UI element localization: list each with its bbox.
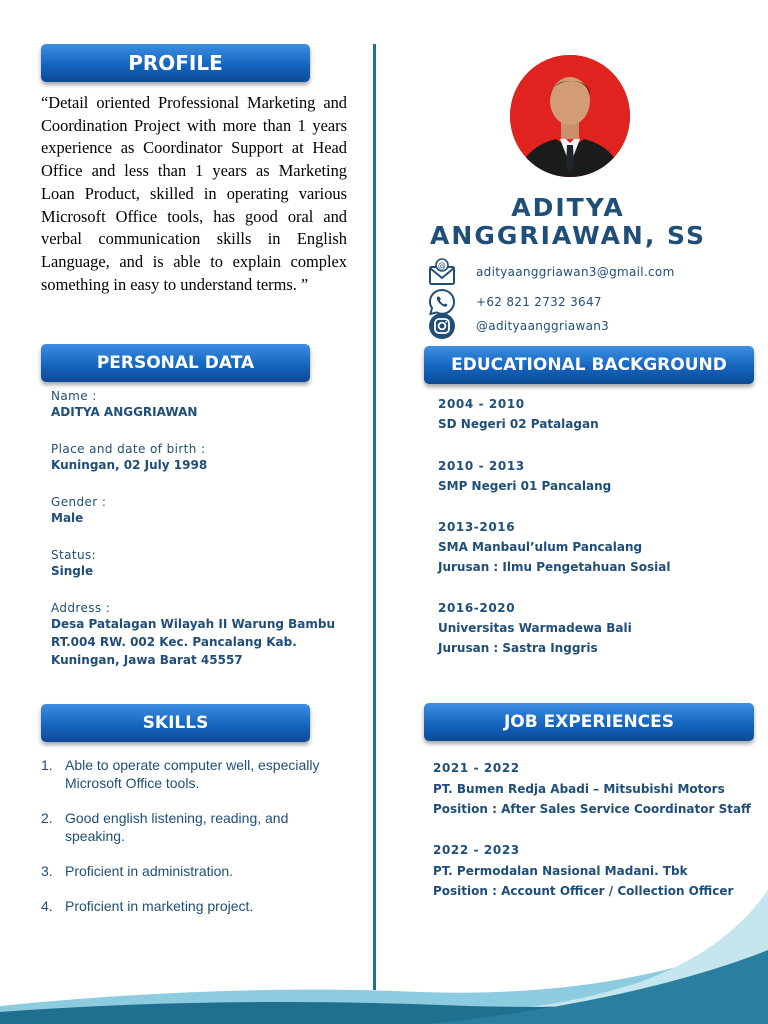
name-value: ADITYA ANGGRIAWAN (51, 405, 198, 419)
education-year: 2010 - 2013 (438, 459, 525, 473)
education-major: Jurusan : Sastra Inggris (438, 641, 598, 655)
personal-data-heading-text: PERSONAL DATA (96, 353, 255, 373)
profile-heading (41, 44, 310, 82)
skill-text: Proficient in marketing project. (65, 898, 254, 914)
profile-photo (510, 55, 630, 177)
name-line: ADITYA (511, 193, 625, 222)
education-entry (438, 394, 599, 434)
job-position: Position : Account Officer / Collection Officer (433, 884, 734, 898)
email-icon (428, 258, 456, 286)
list-item (41, 809, 341, 845)
list-item (41, 756, 341, 792)
education-school: SMA Manbaul’ulum Pancalang (438, 540, 643, 554)
email-text: adityaanggriawan3@gmail.com (476, 265, 675, 279)
list-item (41, 862, 341, 880)
gender-label: Gender : (51, 495, 107, 509)
job-entry (433, 758, 751, 820)
list-number: 2. (41, 810, 53, 826)
name-label: Name : (51, 389, 97, 403)
address-label: Address : (51, 601, 111, 615)
job-heading-text: JOB EXPERIENCES (503, 712, 675, 732)
education-heading (424, 346, 754, 384)
profile-summary: “Detail oriented Professional Marketing and Coordination Project with more than 1 years experience as Coordinator Support at Head Office and less than 1 years as Marketing Loan Product, skilled in operating various Microsoft Office tools, has good oral and verbal communication skills in English Language, and is able to explain complex something in easy to understand terms. ” (41, 93, 347, 294)
education-school: SD Negeri 02 Patalagan (438, 417, 599, 431)
job-position: Position : After Sales Service Coordinator Staff (433, 802, 751, 816)
address-line: Kuningan, Jawa Barat 45557 (51, 653, 243, 667)
education-year: 2004 - 2010 (438, 397, 525, 411)
education-heading-text: EDUCATIONAL BACKGROUND (451, 355, 727, 375)
education-entry (438, 456, 611, 496)
contact-instagram (428, 312, 609, 340)
skill-text: Microsoft Office tools. (65, 775, 200, 791)
status-value: Single (51, 564, 94, 578)
job-year: 2021 - 2022 (433, 761, 520, 775)
list-number: 3. (41, 863, 53, 879)
personal-status (51, 548, 96, 580)
birth-value: Kuningan, 02 July 1998 (51, 458, 208, 472)
address-line: Desa Patalagan Wilayah II Warung Bambu (51, 617, 336, 631)
education-year: 2016-2020 (438, 601, 516, 615)
skill-text: Proficient in administration. (65, 863, 234, 879)
education-school: Universitas Warmadewa Bali (438, 621, 632, 635)
svg-text:@: @ (437, 261, 447, 270)
list-item (41, 897, 341, 915)
skill-text: Good english listening, reading, and (65, 810, 289, 826)
profile-heading-text: PROFILE (128, 51, 223, 75)
address-line: RT.004 RW. 002 Kec. Pancalang Kab. (51, 635, 297, 649)
instagram-icon (428, 312, 456, 340)
skills-list (41, 756, 341, 932)
list-number: 1. (41, 757, 53, 773)
skill-text: speaking. (65, 828, 125, 844)
job-company: PT. Permodalan Nasional Madani. Tbk (433, 863, 688, 878)
birth-label: Place and date of birth : (51, 442, 206, 456)
job-year: 2022 - 2023 (433, 843, 520, 857)
gender-value: Male (51, 511, 84, 525)
skill-text: Able to operate computer well, especially (65, 757, 320, 773)
education-entry (438, 598, 632, 658)
education-school: SMP Negeri 01 Pancalang (438, 479, 612, 493)
personal-data-heading (41, 344, 310, 382)
education-major: Jurusan : Ilmu Pengetahuan Sosial (438, 560, 671, 574)
personal-address (51, 601, 335, 669)
personal-name (51, 389, 197, 421)
personal-birth (51, 442, 207, 474)
job-entry (433, 840, 733, 902)
status-label: Status: (51, 548, 97, 562)
list-number: 4. (41, 898, 53, 914)
phone-text: +62 821 2732 3647 (476, 295, 602, 309)
column-divider (373, 44, 376, 990)
name-line: ANGGRIAWAN, SS (430, 221, 706, 250)
job-company: PT. Bumen Redja Abadi – Mitsubishi Motors (433, 781, 725, 796)
person-portrait-icon (510, 55, 630, 177)
contact-email (428, 258, 675, 286)
skills-heading-text: SKILLS (142, 713, 209, 733)
personal-gender (51, 495, 106, 527)
full-name (400, 194, 736, 250)
instagram-text: @adityaanggriawan3 (476, 319, 610, 333)
education-entry (438, 517, 671, 577)
skills-heading (41, 704, 310, 742)
job-heading (424, 703, 754, 741)
education-year: 2013-2016 (438, 520, 516, 534)
